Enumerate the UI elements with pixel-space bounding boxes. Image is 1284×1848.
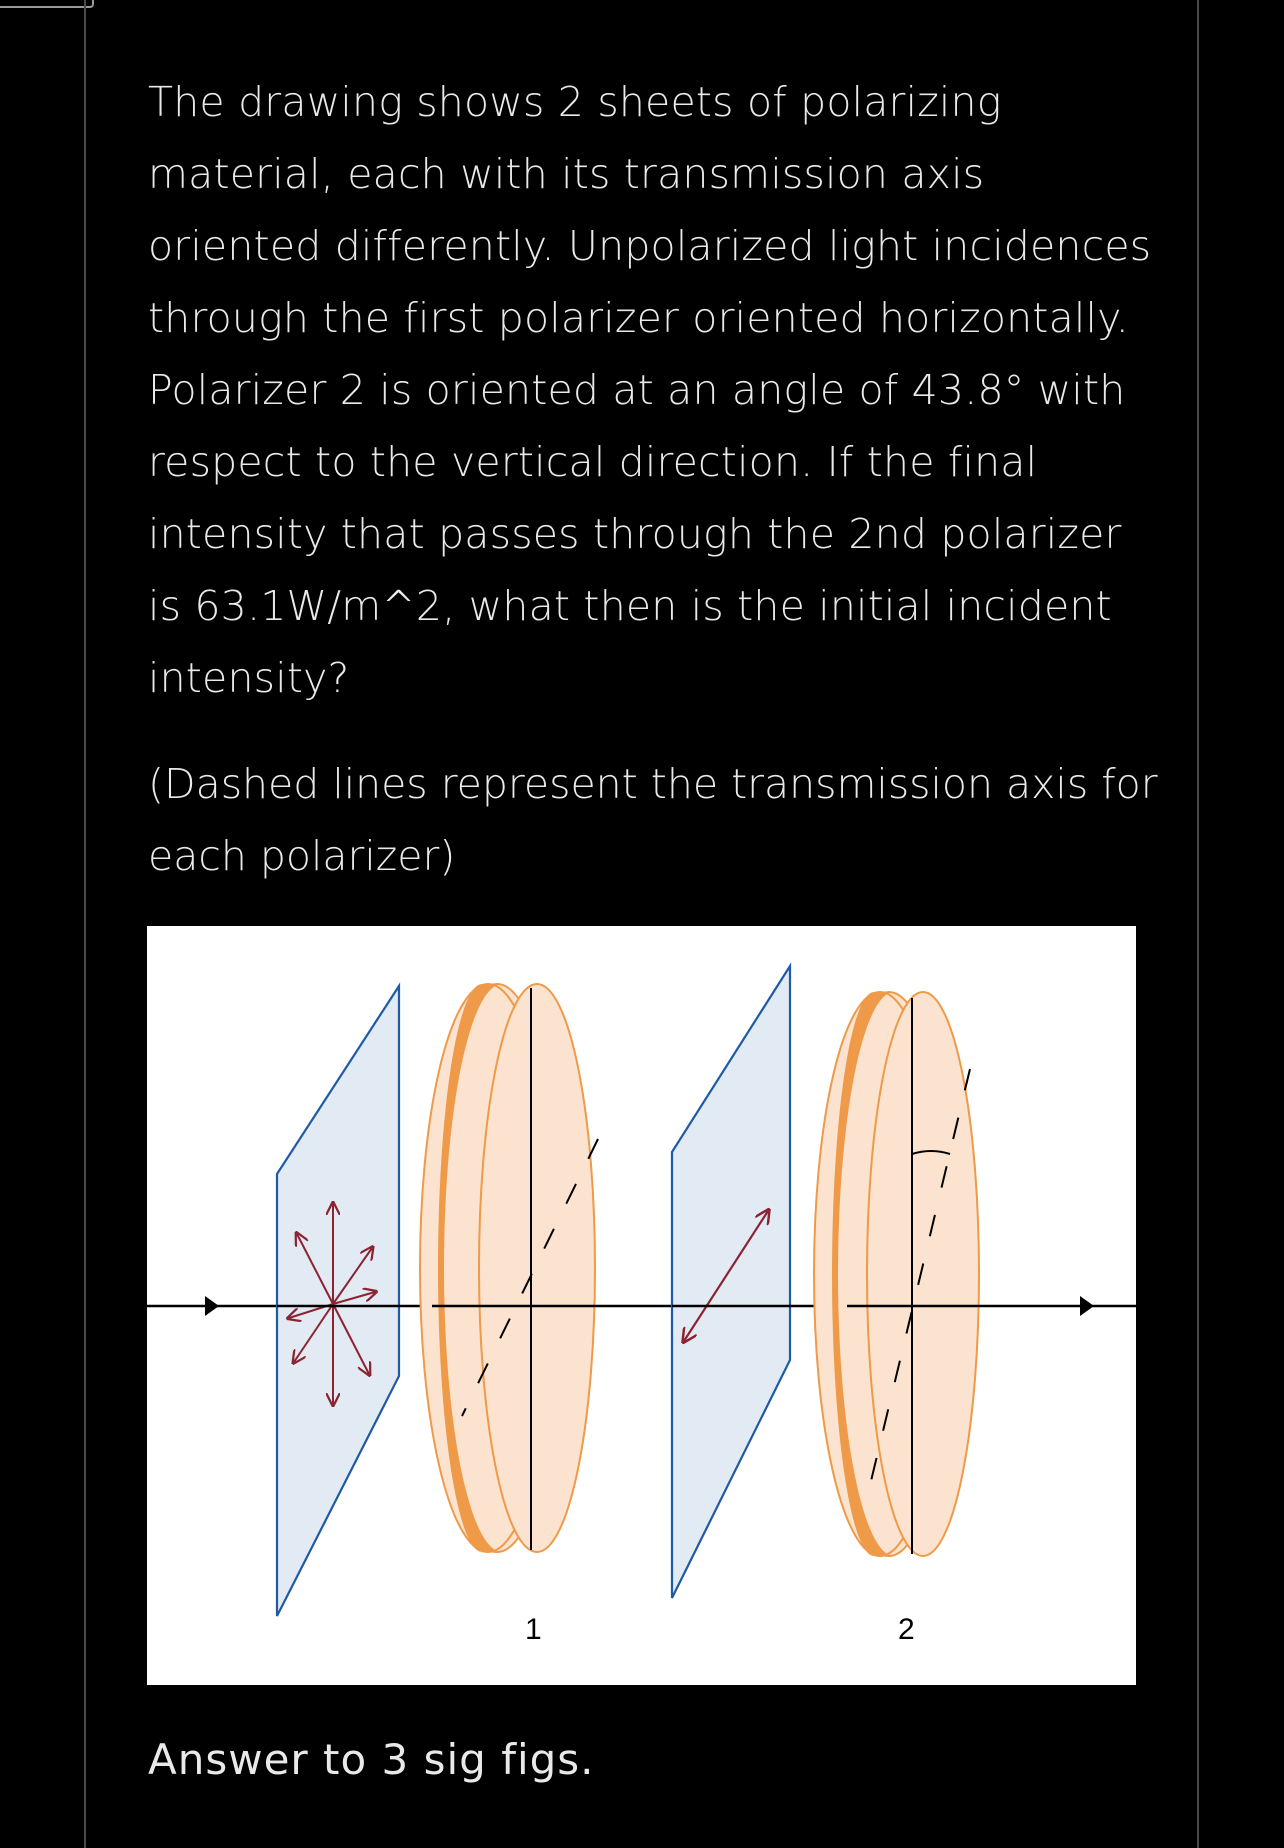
window-corner-tab bbox=[0, 0, 94, 8]
polarizer-2-label: 2 bbox=[898, 1613, 915, 1646]
polarizer-1-label: 1 bbox=[525, 1613, 542, 1646]
right-margin-rule bbox=[1197, 0, 1199, 1848]
beam-arrowhead-right bbox=[1080, 1296, 1094, 1316]
polarized-light-sheet bbox=[672, 966, 790, 1598]
answer-instruction: Answer to 3 sig figs. bbox=[148, 1735, 595, 1784]
note-text: (Dashed lines represent the transmission axis for each polarizer) bbox=[148, 760, 1158, 880]
unpolarized-light-sheet bbox=[277, 986, 399, 1616]
question-text: The drawing shows 2 sheets of polarizing material, each with its transmission axis oriented differently. Unpolarized light incidences through the first polarizer oriented horizontally. Polarizer 2 is oriented at an angle of 43.8° with respect to the vertical direction. If the final intensity that passes through the 2nd polarizer is 63.1W/m^2, what then is the initial incident intensity? bbox=[148, 78, 1152, 702]
polarizer-diagram bbox=[147, 926, 1136, 1685]
beam-arrowhead-left bbox=[205, 1296, 219, 1316]
polarizer-2-disc bbox=[814, 992, 979, 1556]
left-margin-rule bbox=[84, 0, 86, 1848]
polarizer-diagram-svg bbox=[147, 926, 1136, 1685]
polarizer-1-disc bbox=[420, 984, 595, 1552]
